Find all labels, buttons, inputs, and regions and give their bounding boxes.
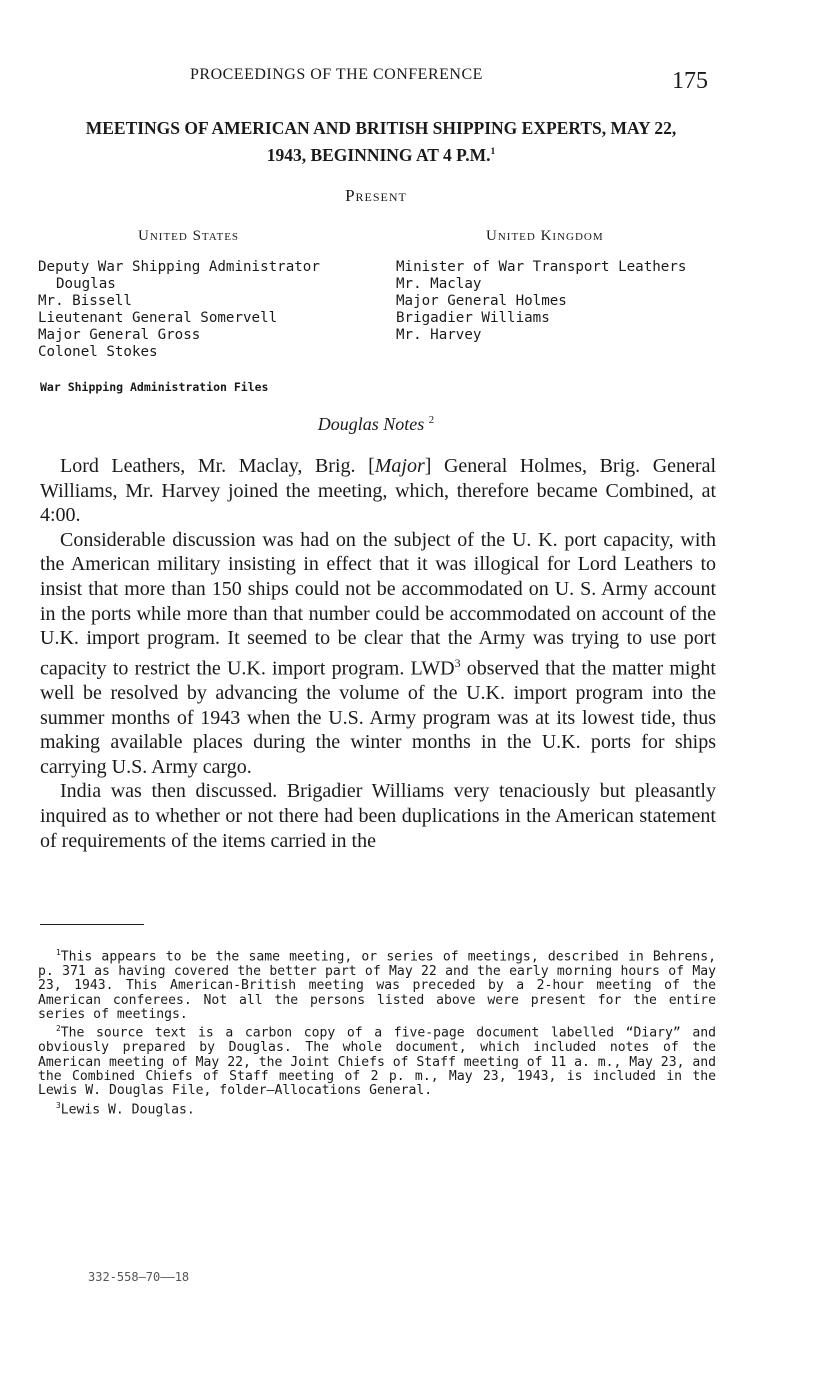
footnote-number: 1 [56, 948, 61, 957]
attendee: Mr. Harvey [396, 327, 482, 343]
united-states-column [38, 228, 378, 361]
footnote [38, 1022, 716, 1098]
attendee: Deputy War Shipping Administrator [38, 259, 320, 275]
attendee: Douglas [56, 276, 116, 292]
attendee: Brigadier Williams [396, 310, 550, 326]
footnote-text: The source text is a carbon copy of a five-page document labelled “Diary” and obviously prepared by Douglas. The whole document, which included notes of the American meeting of May 22, the Joint Chiefs of Staff meeting of 11 a. m., May 23, and the Combined Chiefs of Staff meeting of 2 p. m., May 23, 1943, is included in the Lewis W. Douglas File, folder—Allocations General. [38, 1025, 716, 1099]
title-line-2-text: 1943, BEGINNING AT 4 P.M. [266, 144, 491, 165]
document-heading-footnote-ref: 2 [428, 414, 435, 426]
footnote-rule [40, 924, 144, 925]
running-head: PROCEEDINGS OF THE CONFERENCE [190, 66, 483, 83]
page-number: 175 [672, 68, 708, 94]
attendee: Mr. Maclay [396, 276, 482, 292]
footnote-number: 2 [56, 1024, 61, 1034]
document-heading-text: Douglas Notes [317, 414, 425, 434]
footnote [38, 1099, 716, 1118]
editorial-insert: Major [374, 455, 425, 477]
attendee: Major General Gross [38, 327, 201, 343]
paragraph [40, 528, 716, 780]
united-states-heading: United States [138, 228, 240, 244]
meeting-title [36, 116, 726, 167]
title-line-1: MEETINGS OF AMERICAN AND BRITISH SHIPPING EXPERTS, MAY 22, [85, 118, 677, 138]
attendee: Mr. Bissell [38, 293, 132, 309]
united-kingdom-column [396, 228, 736, 344]
footnotes [38, 946, 716, 1118]
source-line: War Shipping Administration Files [40, 380, 269, 394]
paragraph [40, 454, 716, 528]
footnote-ref: 3 [454, 655, 461, 670]
footnote-text: This appears to be the same meeting, or series of meetings, described in Behrens, p. 371 as having covered the better part of May 22 and the early morning hours of May 23, 1943. This American-British meeting was preceded by a 2-hour meeting of the American conferees. Not all the persons listed above were present for the entire series of meetings. [38, 949, 716, 1022]
attendee: Major General Holmes [396, 293, 567, 309]
footnote [38, 946, 716, 1022]
paragraph-text: ] General Holmes, Brig. General Williams, Mr. Harvey joined the meeting, which, therefore became Combined, at 4:00. [40, 455, 717, 527]
body-text [40, 454, 716, 853]
united-kingdom-list [396, 259, 736, 344]
attendee: Lieutenant General Somervell [38, 310, 278, 326]
footnote-text: Lewis W. Douglas. [60, 1102, 195, 1118]
document-heading [0, 414, 752, 435]
attendee: Minister of War Transport Leathers [396, 259, 687, 275]
title-line-2 [36, 140, 726, 167]
title-footnote-ref: 1 [490, 146, 496, 157]
printer-mark: 332-558—70——18 [88, 1270, 190, 1284]
attendee: Colonel Stokes [38, 344, 158, 360]
footnote-number: 3 [56, 1100, 61, 1110]
paragraph-text: Considerable discussion was had on the subject of the U. K. port capacity, with the American military insisting in effect that it was illogical for Lord Leathers to insist that more than 150 ships could not be accommodated on U. S. Army account in the ports while more than that number could be accommodated on account of the U.K. import program. It seemed to be clear that the Army was trying to use port capacity to restrict the U.K. import program. LWD [40, 528, 716, 680]
present-heading: Present [345, 186, 407, 205]
united-kingdom-heading: United Kingdom [486, 228, 604, 244]
united-states-list [38, 259, 378, 361]
paragraph-text: Lord Leathers, Mr. Maclay, Brig. [ [60, 455, 375, 477]
paragraph: India was then discussed. Brigadier Williams very tenaciously but pleasantly inquired as to whether or not there had been duplications in the American statement of requirements of the items carried in the [40, 780, 716, 852]
paragraph-text: observed that the matter might well be resolved by advancing the volume of the U.K. import program into the summer months of 1943 when the U.S. Army program was at its lowest tide, thus making available places during the winter months in the U.K. ports for ships carrying U.S. Army cargo. [40, 657, 716, 778]
